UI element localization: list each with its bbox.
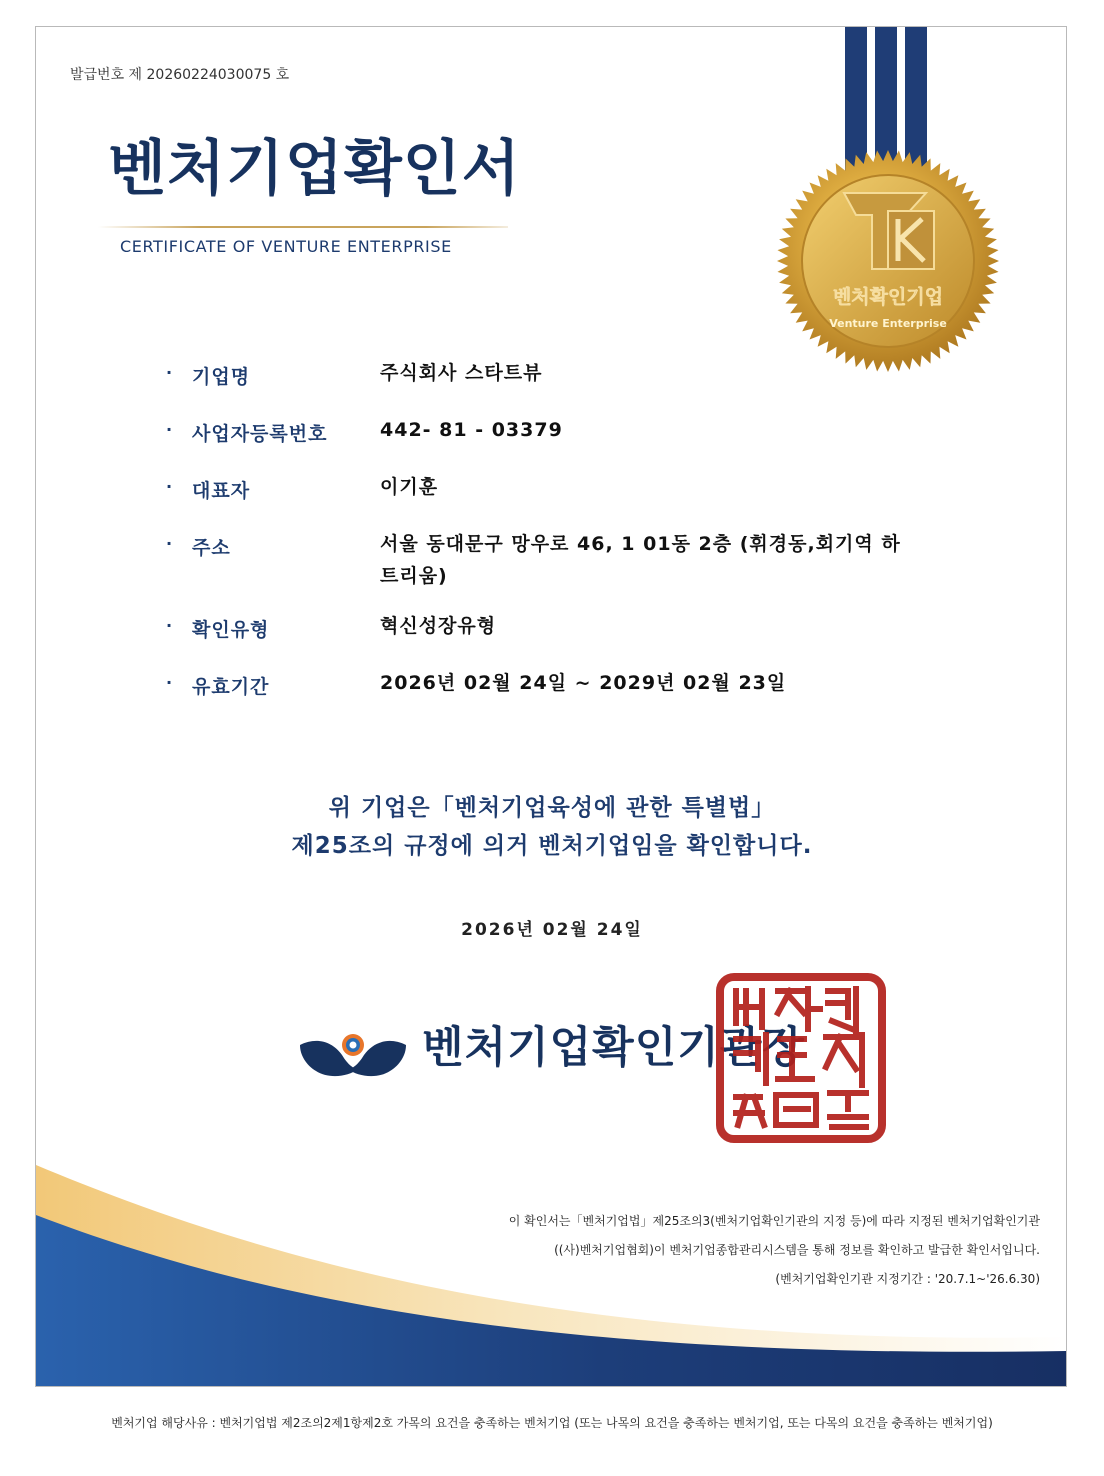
field-value — [380, 528, 940, 592]
seal-text-en: Venture Enterprise — [829, 317, 947, 330]
field-row-type — [166, 615, 940, 642]
field-value: 2026년 02월 24일 ~ 2029년 02월 23일 — [380, 672, 787, 694]
field-row-validity — [166, 672, 940, 699]
official-stamp-icon — [716, 973, 886, 1143]
footnote-line-1: 이 확인서는「벤처기업법」제25조의3(벤처기업확인기관의 지정 등)에 따라 지정된 벤처기업확인기관 — [508, 1214, 1040, 1228]
decorative-wave — [36, 1137, 1067, 1387]
field-label: 확인유형 — [192, 619, 270, 641]
field-label: 기업명 — [192, 366, 251, 388]
field-label: 대표자 — [192, 480, 251, 502]
gold-seal-icon — [776, 149, 1000, 373]
agency-logo-icon — [298, 1031, 408, 1087]
address-line-2: 트리움) — [380, 565, 448, 587]
issue-number: 발급번호 제 20260224030075 호 — [70, 67, 290, 83]
field-label: 유효기간 — [192, 676, 270, 698]
bullet: · — [166, 673, 173, 692]
address-line-1: 서울 동대문구 망우로 46, 1 01동 2층 (휘경동,회기역 하 — [380, 533, 901, 555]
footnote-line-3: (벤처기업확인기관 지정기간 : '20.7.1~'26.6.30) — [775, 1272, 1040, 1286]
field-value: 혁신성장유형 — [380, 615, 497, 637]
statement-line-1: 위 기업은「벤처기업육성에 관한 특별법」 — [328, 795, 776, 821]
footnote-line-2: ((사)벤처기업협회)이 벤처기업종합관리시스템을 통해 정보를 확인하고 발급한 확인서입니다. — [554, 1243, 1040, 1257]
field-value: 이기훈 — [380, 476, 439, 498]
bullet: · — [166, 420, 173, 439]
statement-line-2: 제25조의 규정에 의거 벤처기업임을 확인합니다. — [291, 833, 813, 859]
seal-text-ko: 벤처확인기업 — [832, 286, 944, 308]
certificate-subtitle: CERTIFICATE OF VENTURE ENTERPRISE — [120, 237, 452, 256]
field-row-company — [166, 362, 940, 389]
bullet: · — [166, 477, 173, 496]
bullet: · — [166, 363, 173, 382]
title-divider — [98, 226, 508, 228]
field-row-representative — [166, 476, 940, 503]
field-row-business-number — [166, 419, 940, 446]
field-label: 주소 — [192, 537, 231, 559]
certificate-frame — [35, 26, 1067, 1387]
confirmation-statement — [36, 789, 1067, 865]
bullet: · — [166, 534, 173, 553]
field-label: 사업자등록번호 — [192, 423, 328, 445]
certificate-title: 벤처기업확인서 — [108, 134, 521, 204]
bullet: · — [166, 616, 173, 635]
field-value: 주식회사 스타트뷰 — [380, 362, 543, 384]
field-row-address — [166, 533, 940, 592]
qualification-reason: 벤처기업 해당사유 : 벤처기업법 제2조의2제1항제2호 가목의 요건을 충족하는 벤처기업 (또는 나목의 요건을 충족하는 벤처기업, 또는 다목의 요건을 충족하는 벤처기업) — [111, 1416, 993, 1430]
issue-date: 2026년 02월 24일 — [461, 920, 643, 940]
issuer-name: 벤처기업확인기관장 — [422, 1023, 805, 1073]
field-value: 442- 81 - 03379 — [380, 419, 563, 441]
